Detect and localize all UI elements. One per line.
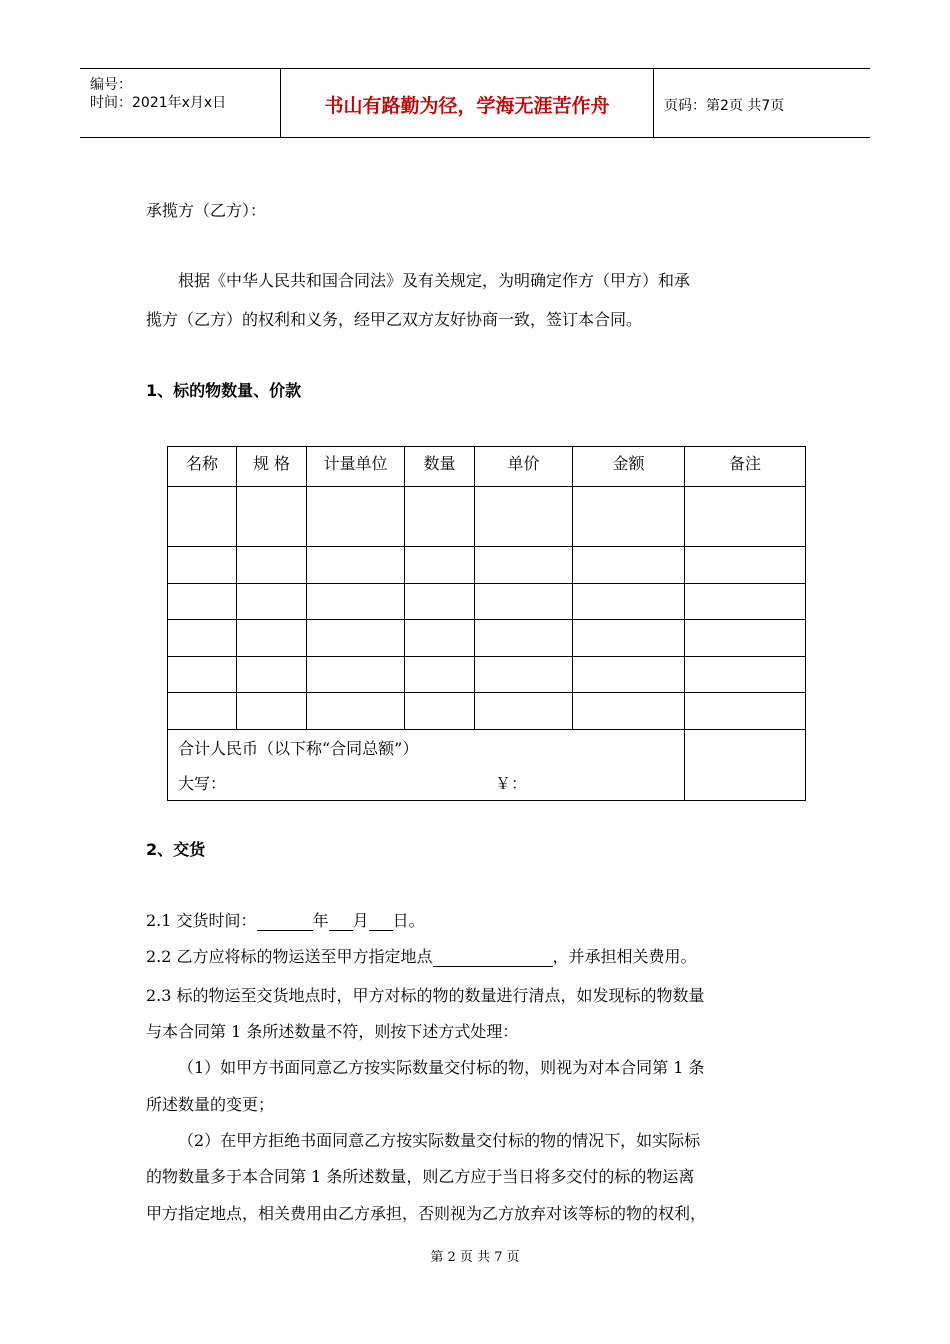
day-text: 日。: [392, 911, 425, 930]
place-blank[interactable]: [433, 950, 553, 967]
table-cell[interactable]: [475, 693, 573, 730]
table-cell[interactable]: [405, 584, 475, 620]
table-cell[interactable]: [237, 547, 307, 584]
table-cell[interactable]: [168, 620, 237, 657]
document-header: [80, 68, 870, 138]
table-cell[interactable]: [475, 657, 573, 693]
header-remarks: 备注: [685, 447, 806, 487]
page-footer: 第 2 页 共 7 页: [430, 1250, 520, 1265]
delivery-place-label: 2.2 乙方应将标的物运送至甲方指定地点: [146, 947, 433, 966]
table-total-row: [168, 730, 806, 801]
delivery-place-tail: ，并承担相关费用。: [552, 947, 697, 966]
delivery-time-label: 2.1 交货时间：: [146, 911, 257, 930]
document-date: 时间：2021年x月x日: [90, 95, 227, 111]
table-cell[interactable]: [405, 487, 475, 547]
table-cell[interactable]: [307, 584, 405, 620]
item-2-line-3: 甲方指定地点，相关费用由乙方承担，否则视为乙方放弃对该等标的物的权利，: [146, 1204, 707, 1223]
delivery-place-line: [146, 944, 697, 967]
table-cell[interactable]: [573, 657, 685, 693]
intro-line-1: 根据《中华人民共和国合同法》及有关规定，为明确定作方（甲方）和承: [178, 271, 691, 290]
header-spec: 规 格: [237, 447, 307, 487]
table-cell[interactable]: [237, 693, 307, 730]
yen-amount-label: ￥：: [495, 774, 528, 793]
table-cell[interactable]: [685, 693, 806, 730]
table-cell[interactable]: [475, 620, 573, 657]
table-cell[interactable]: [307, 487, 405, 547]
table-cell[interactable]: [405, 620, 475, 657]
table-row: [168, 620, 806, 657]
table-cell[interactable]: [573, 693, 685, 730]
table-cell[interactable]: [573, 584, 685, 620]
table-cell[interactable]: [405, 693, 475, 730]
table-cell[interactable]: [685, 657, 806, 693]
table-cell[interactable]: [405, 657, 475, 693]
table-cell[interactable]: [307, 657, 405, 693]
month-blank[interactable]: [329, 914, 353, 931]
month-text: 月: [352, 911, 369, 930]
table-cell[interactable]: [573, 620, 685, 657]
table-cell[interactable]: [168, 657, 237, 693]
table-cell[interactable]: [685, 620, 806, 657]
table-cell[interactable]: [475, 584, 573, 620]
table-cell[interactable]: [237, 487, 307, 547]
table-cell[interactable]: [168, 693, 237, 730]
table-cell[interactable]: [475, 487, 573, 547]
year-text: 年: [312, 911, 329, 930]
table-cell[interactable]: [573, 487, 685, 547]
header-name: 名称: [168, 447, 237, 487]
delivery-time-line: [146, 908, 425, 931]
clause-2-3-line-1: 2.3 标的物运至交货地点时，甲方对标的物的数量进行清点，如发现标的物数量: [146, 986, 705, 1005]
table-cell[interactable]: [168, 584, 237, 620]
contractor-label: 承揽方（乙方）：: [146, 201, 267, 220]
item-2-line-1: （2）在甲方拒绝书面同意乙方按实际数量交付标的物的情况下，如实际标: [178, 1131, 701, 1150]
clause-2-3-line-2: 与本合同第 1 条所述数量不符，则按下述方式处理：: [146, 1022, 519, 1041]
total-remark-cell[interactable]: [685, 730, 806, 801]
year-blank[interactable]: [257, 914, 313, 931]
table-row: [168, 487, 806, 547]
header-meta-cell: [80, 69, 281, 137]
header-quantity: 数量: [405, 447, 475, 487]
table-cell[interactable]: [307, 547, 405, 584]
total-label: 合计人民币（以下称“合同总额”）: [178, 739, 419, 758]
table-row: [168, 547, 806, 584]
table-cell[interactable]: [307, 693, 405, 730]
item-1-line-2: 所述数量的变更；: [146, 1095, 275, 1114]
table-cell[interactable]: [168, 487, 237, 547]
intro-line-2: 揽方（乙方）的权利和义务，经甲乙双方友好协商一致，签订本合同。: [146, 310, 643, 329]
header-amount: 金额: [573, 447, 685, 487]
capital-amount-label: 大写：: [178, 774, 227, 793]
table-cell[interactable]: [405, 547, 475, 584]
table-row: [168, 693, 806, 730]
table-cell[interactable]: [237, 620, 307, 657]
table-row: [168, 584, 806, 620]
table-cell[interactable]: [685, 547, 806, 584]
table-cell[interactable]: [307, 620, 405, 657]
header-unit-price: 单价: [475, 447, 573, 487]
total-cell[interactable]: [168, 730, 685, 801]
table-cell[interactable]: [237, 657, 307, 693]
header-motto: 书山有路勤为径，学海无涯苦作舟: [324, 95, 610, 117]
section-2-title: 2、交货: [146, 840, 206, 859]
item-1-line-1: （1）如甲方书面同意乙方按实际数量交付标的物，则视为对本合同第 1 条: [178, 1058, 705, 1077]
section-1-title: 1、标的物数量、价款: [146, 381, 302, 400]
day-blank[interactable]: [369, 914, 393, 931]
table-cell[interactable]: [685, 487, 806, 547]
document-number: 编号：: [90, 77, 132, 93]
table-cell[interactable]: [573, 547, 685, 584]
header-unit: 计量单位: [307, 447, 405, 487]
table-header-row: [168, 447, 806, 487]
header-page-cell: [654, 69, 870, 137]
table-cell[interactable]: [685, 584, 806, 620]
header-page-number: 页码：第2页 共7页: [664, 98, 785, 114]
table-row: [168, 657, 806, 693]
goods-table: [167, 446, 806, 801]
table-cell[interactable]: [168, 547, 237, 584]
header-motto-cell: [281, 69, 654, 137]
table-cell[interactable]: [475, 547, 573, 584]
item-2-line-2: 的物数量多于本合同第 1 条所述数量，则乙方应于当日将多交付的标的物运离: [146, 1167, 695, 1186]
table-cell[interactable]: [237, 584, 307, 620]
